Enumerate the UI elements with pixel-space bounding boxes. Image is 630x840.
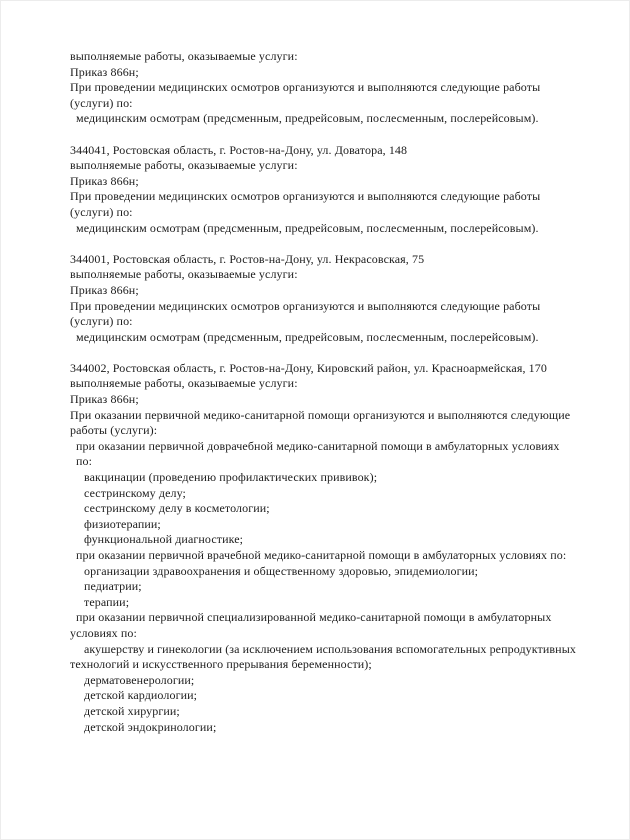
line-text: При оказании первичной медико-санитарной помощи организуются и выполняются следующие xyxy=(70,407,571,422)
line-text: 344041, Ростовская область, г. Ростов-на-Дону, ул. Доватора, 148 xyxy=(70,142,408,157)
text-line xyxy=(70,579,600,595)
line-text xyxy=(70,236,73,250)
text-line xyxy=(70,532,600,548)
text-line xyxy=(70,642,600,658)
text-line xyxy=(70,720,600,736)
line-text: сестринскому делу в косметологии; xyxy=(84,501,270,516)
line-text: акушерству и гинекологии (за исключением использования вспомогательных репродуктивных xyxy=(84,641,576,656)
line-text xyxy=(70,127,73,141)
line-text: при оказании первичной доврачебной медико-санитарной помощи в амбулаторных условиях xyxy=(76,438,560,453)
text-line xyxy=(70,345,600,361)
line-text: сестринскому делу; xyxy=(84,485,186,500)
line-text: дерматовенерологии; xyxy=(84,672,195,687)
text-line xyxy=(70,221,600,237)
text-line xyxy=(70,205,600,221)
line-text: физиотерапии; xyxy=(84,516,161,531)
text-line xyxy=(70,299,600,315)
line-text: медицинским осмотрам (предсменным, предрейсовым, послесменным, послерейсовым). xyxy=(76,111,539,126)
line-text: 344002, Ростовская область, г. Ростов-на-Дону, Кировский район, ул. Красноармейская, 170 xyxy=(70,360,547,375)
line-text: педиатрии; xyxy=(84,579,142,594)
text-line xyxy=(70,283,600,299)
line-text: вакцинации (проведению профилактических прививок); xyxy=(84,470,378,485)
text-line xyxy=(70,470,600,486)
text-line xyxy=(70,564,600,580)
text-line xyxy=(70,361,600,377)
line-text: функциональной диагностике; xyxy=(84,532,244,547)
line-text: При проведении медицинских осмотров организуются и выполняются следующие работы xyxy=(70,298,541,313)
text-line xyxy=(70,657,600,673)
text-line xyxy=(70,626,600,642)
text-line xyxy=(70,65,600,81)
line-text: выполняемые работы, оказываемые услуги: xyxy=(70,49,298,63)
text-line xyxy=(70,49,600,65)
text-line xyxy=(70,189,600,205)
text-line xyxy=(70,501,600,517)
line-text: Приказ 866н; xyxy=(70,173,139,188)
line-text: выполняемые работы, оказываемые услуги: xyxy=(70,376,298,391)
text-line xyxy=(70,439,600,455)
text-line xyxy=(70,408,600,424)
line-text: организации здравоохранения и общественному здоровью, эпидемиологии; xyxy=(84,563,479,578)
line-text: (услуги) по: xyxy=(70,314,133,329)
text-line xyxy=(70,548,600,564)
text-line xyxy=(70,517,600,533)
line-text: детской эндокринологии; xyxy=(84,719,217,734)
line-text: работы (услуги): xyxy=(70,423,158,438)
text-line xyxy=(70,392,600,408)
text-line xyxy=(70,111,600,127)
line-text: по: xyxy=(76,454,93,469)
line-text: детской хирургии; xyxy=(84,703,180,718)
text-line xyxy=(70,236,600,252)
line-text: (услуги) по: xyxy=(70,204,133,219)
text-line xyxy=(70,595,600,611)
line-text: условиях по: xyxy=(70,625,137,640)
line-text: медицинским осмотрам (предсменным, предрейсовым, послесменным, послерейсовым). xyxy=(76,329,539,344)
line-text: выполняемые работы, оказываемые услуги: xyxy=(70,267,298,282)
line-text: Приказ 866н; xyxy=(70,282,139,297)
text-line xyxy=(70,314,600,330)
text-line xyxy=(70,267,600,283)
line-text: при оказании первичной врачебной медико-санитарной помощи в амбулаторных условиях по: xyxy=(76,548,567,562)
line-text: При проведении медицинских осмотров организуются и выполняются следующие работы xyxy=(70,80,541,95)
text-line xyxy=(70,143,600,159)
text-line xyxy=(70,688,600,704)
line-text: медицинским осмотрам (предсменным, предрейсовым, послесменным, послерейсовым). xyxy=(76,220,539,235)
line-text: Приказ 866н; xyxy=(70,64,139,79)
line-text: детской кардиологии; xyxy=(84,688,198,703)
text-line xyxy=(70,127,600,143)
text-line xyxy=(70,158,600,174)
line-text: (услуги) по: xyxy=(70,95,133,110)
line-text: При проведении медицинских осмотров организуются и выполняются следующие работы xyxy=(70,189,541,204)
line-text: Приказ 866н; xyxy=(70,392,139,407)
text-line xyxy=(70,96,600,112)
line-text: при оказании первичной специализированной медико-санитарной помощи в амбулаторных xyxy=(76,610,552,625)
text-line xyxy=(70,252,600,268)
text-line xyxy=(70,330,600,346)
text-line xyxy=(70,673,600,689)
text-line xyxy=(70,454,600,470)
text-line xyxy=(70,423,600,439)
text-line xyxy=(70,704,600,720)
text-line xyxy=(70,174,600,190)
line-text xyxy=(70,345,73,359)
text-line xyxy=(70,80,600,96)
line-text: технологий и искусственного прерывания беременности); xyxy=(70,657,372,672)
document-body xyxy=(70,49,600,735)
line-text: 344001, Ростовская область, г. Ростов-на-Дону, ул. Некрасовская, 75 xyxy=(70,251,425,266)
line-text: выполняемые работы, оказываемые услуги: xyxy=(70,158,298,173)
text-line xyxy=(70,486,600,502)
line-text: терапии; xyxy=(84,594,130,609)
text-line xyxy=(70,376,600,392)
text-line xyxy=(70,610,600,626)
